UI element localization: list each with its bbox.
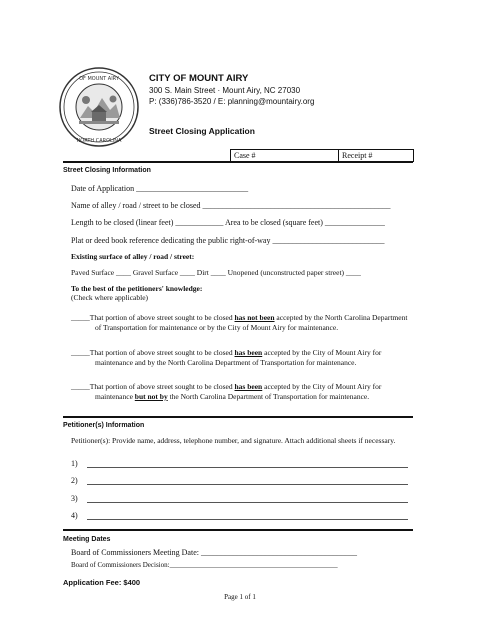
case-number-cell [231,150,339,161]
page-number: Page 1 of 1 [224,593,256,601]
city-seal [58,66,140,148]
emphasis-has-not-been: has not been [234,313,275,322]
org-address: 300 S. Main Street · Mount Airy, NC 27030 [149,86,301,95]
document-title: Street Closing Application [149,126,255,136]
application-fee: Application Fee: $400 [63,578,141,587]
section-heading-street-closing: Street Closing Information [63,167,151,174]
case-number-label: Case # [234,151,256,160]
petitioner-line-label: 2) [71,476,78,485]
decision-field[interactable]: Board of Commissioners Decision:________________________________________________ [71,561,338,569]
petitioner-line-3[interactable] [87,502,408,503]
petitioner-line-label: 3) [71,494,78,503]
emphasis-but-not-by: but not by [134,391,168,401]
plat-reference-field[interactable]: Plat or deed book reference dedicating the public right-of-way ____________________________ [71,236,385,245]
knowledge-heading: To the best of the petitioners' knowledge: [71,284,203,293]
section-divider [63,529,413,531]
maintenance-option-2[interactable]: _____That portion of above street sought to be closed has been accepted by the City of Mount Airy for maintenance and by the North Carolina Department of Transportation for maintenance. [71,348,382,367]
meeting-date-field[interactable]: Board of Commissioners Meeting Date: _______________________________________ [71,548,357,557]
svg-text:NORTH CAROLINA: NORTH CAROLINA [76,138,122,144]
section-heading-meeting-dates: Meeting Dates [63,536,111,543]
section-divider [63,161,413,163]
emphasis-has-been: has been [234,348,263,357]
petitioner-line-label: 4) [71,511,78,520]
section-divider [63,416,413,418]
surface-options[interactable]: Paved Surface ____ Gravel Surface ____ Dirt ____ Unopened (unconstructed paper street) ____ [71,268,361,277]
surface-heading: Existing surface of alley / road / street: [71,252,195,261]
svg-text:OF MOUNT AIRY: OF MOUNT AIRY [79,76,119,82]
emphasis-has-been: has been [234,382,263,391]
org-name: CITY OF MOUNT AIRY [149,73,249,84]
petitioner-line-label: 1) [71,459,78,468]
org-contact: P: (336)786-3520 / E: planning@mountairy.org [149,97,315,106]
date-of-application-field[interactable]: Date of Application ____________________________ [71,184,249,193]
knowledge-subheading: (Check where applicable) [71,293,149,302]
receipt-number-label: Receipt # [342,151,373,160]
street-name-field[interactable]: Name of alley / road / street to be closed _______________________________________________ [71,201,391,210]
receipt-number-cell [339,150,413,161]
petitioner-line-2[interactable] [87,484,408,485]
petitioner-line-4[interactable] [87,519,408,520]
length-area-field[interactable]: Length to be closed (linear feet) ____________ Area to be closed (square feet) _______________ [71,218,385,227]
petitioner-line-1[interactable] [87,467,408,468]
section-heading-petitioners: Petitioner(s) Information [63,422,145,429]
maintenance-option-3[interactable]: _____That portion of above street sought to be closed has been accepted by the City of Mount Airy for maintenance but not by the North Carolina Department of Transportation for maintenance. [71,382,382,401]
petitioner-instructions: Petitioner(s): Provide name, address, telephone number, and signature. Attach additional sheets if necessary. [71,436,396,445]
maintenance-option-1[interactable]: _____That portion of above street sought to be closed has not been accepted by the North Carolina Department of Transportation for maintenance or by the City of Mount Airy for maintenance. [71,313,408,332]
